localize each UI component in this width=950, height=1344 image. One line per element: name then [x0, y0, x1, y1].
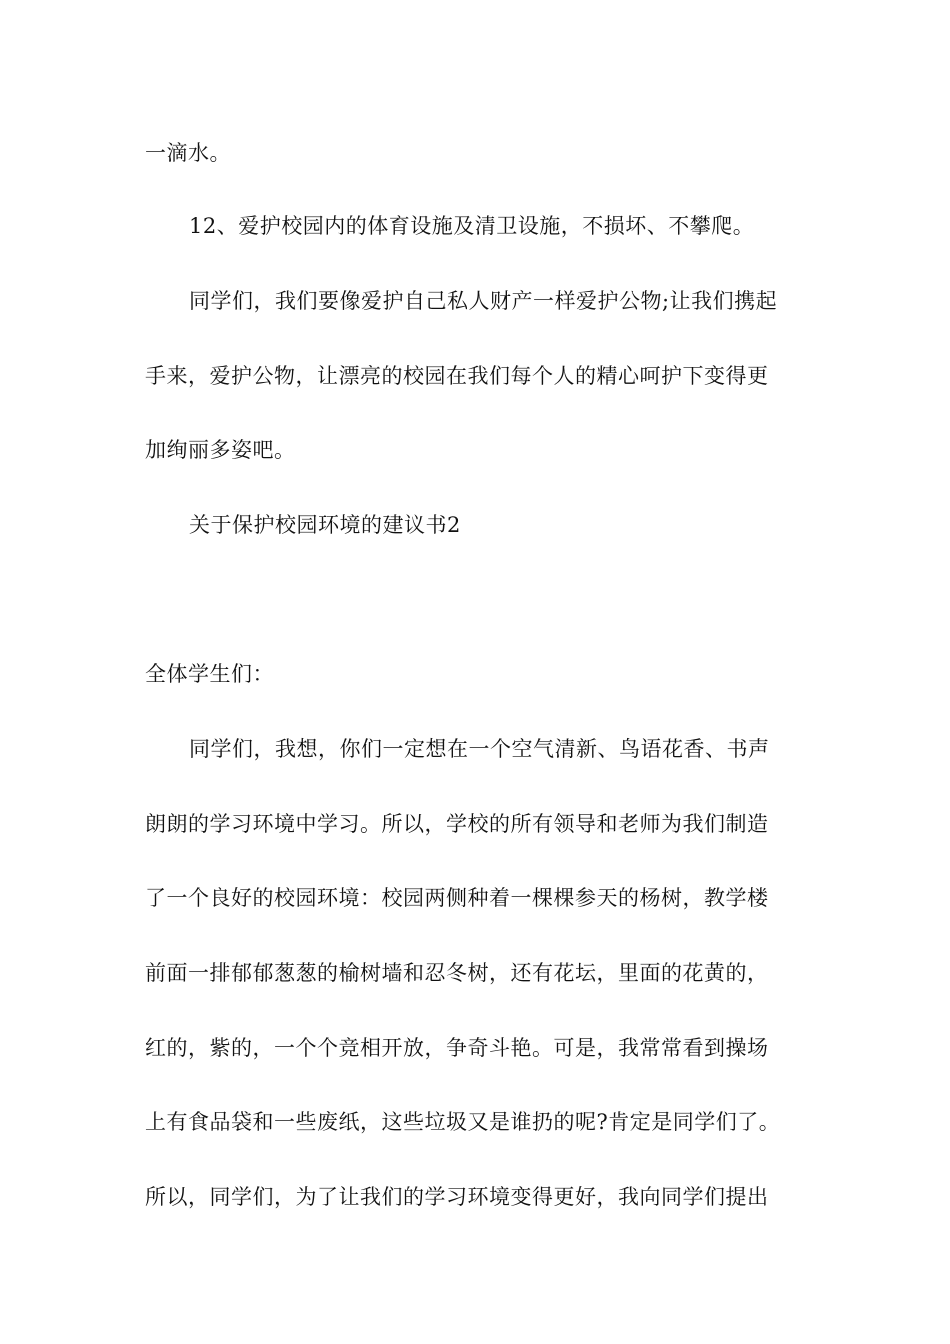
section-heading: 关于保护校园环境的建议书2	[189, 513, 461, 537]
paragraph-line: 12、爱护校园内的体育设施及清卫设施，不损坏、不攀爬。	[189, 214, 755, 238]
paragraph-line: 朗朗的学习环境中学习。所以，学校的所有领导和老师为我们制造	[145, 812, 769, 836]
salutation: 全体学生们：	[145, 662, 274, 686]
paragraph-line: 加绚丽多姿吧。	[145, 438, 296, 462]
paragraph-line: 所以，同学们，为了让我们的学习环境变得更好，我向同学们提出	[145, 1185, 769, 1209]
paragraph-line: 一滴水。	[145, 141, 231, 165]
paragraph-line: 了一个良好的校园环境：校园两侧种着一棵棵参天的杨树，教学楼	[145, 886, 769, 910]
paragraph-line: 同学们，我们要像爱护自己私人财产一样爱护公物;让我们携起	[189, 289, 778, 313]
paragraph-line: 前面一排郁郁葱葱的榆树墙和忍冬树，还有花坛，里面的花黄的，	[145, 961, 769, 985]
paragraph-line: 上有食品袋和一些废纸，这些垃圾又是谁扔的呢?肯定是同学们了。	[145, 1110, 781, 1134]
paragraph-line: 同学们，我想，你们一定想在一个空气清新、鸟语花香、书声	[189, 737, 770, 761]
paragraph-line: 手来，爱护公物，让漂亮的校园在我们每个人的精心呵护下变得更	[145, 364, 769, 388]
paragraph-line: 红的，紫的，一个个竞相开放，争奇斗艳。可是，我常常看到操场	[145, 1036, 769, 1060]
